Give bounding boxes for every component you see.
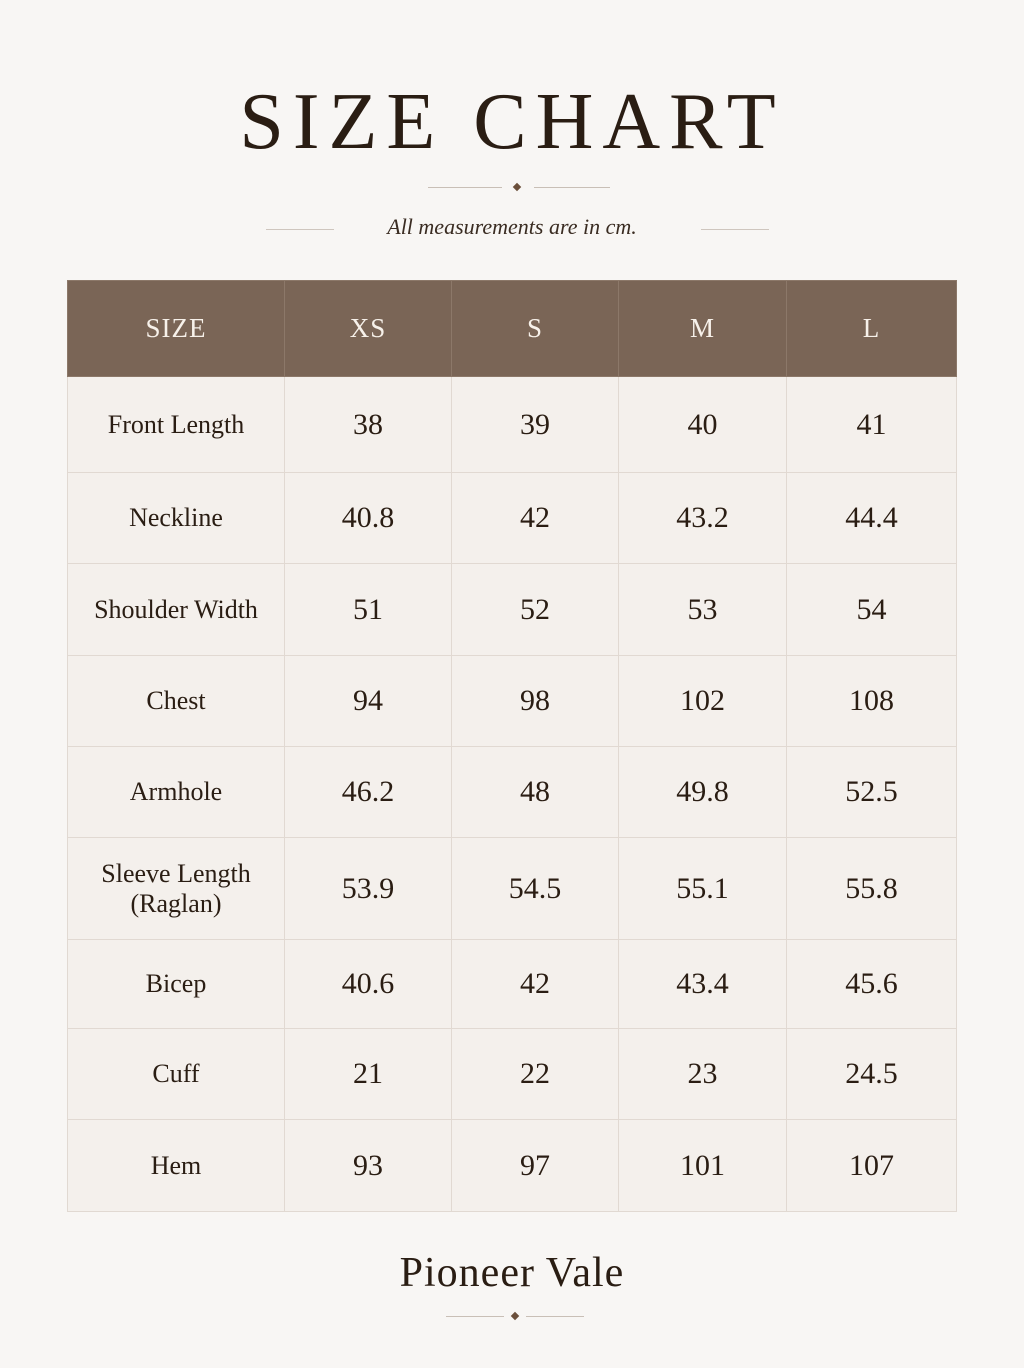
table-row — [68, 564, 957, 656]
row-label-line2: (Raglan) — [130, 888, 222, 918]
cell-value: 40 — [619, 377, 787, 473]
cell-value: 38 — [285, 377, 452, 473]
cell-value: 54.5 — [452, 838, 619, 940]
table-row — [68, 377, 957, 473]
cell-value: 54 — [787, 564, 957, 656]
cell-value: 40.8 — [285, 473, 452, 564]
cell-value: 24.5 — [787, 1029, 957, 1120]
cell-value: 42 — [452, 473, 619, 564]
cell-value: 101 — [619, 1120, 787, 1212]
row-label: Chest — [68, 656, 285, 747]
row-label: Hem — [68, 1120, 285, 1212]
cell-value: 21 — [285, 1029, 452, 1120]
subtitle-row — [0, 214, 1024, 244]
diamond-icon — [513, 183, 521, 191]
row-label: Neckline — [68, 473, 285, 564]
header-xs: XS — [285, 281, 452, 377]
table-row — [68, 1120, 957, 1212]
cell-value: 55.8 — [787, 838, 957, 940]
cell-value: 41 — [787, 377, 957, 473]
cell-value: 55.1 — [619, 838, 787, 940]
cell-value: 43.4 — [619, 940, 787, 1029]
table-row — [68, 747, 957, 838]
row-label: Shoulder Width — [68, 564, 285, 656]
table-header-row — [68, 281, 957, 377]
cell-value: 49.8 — [619, 747, 787, 838]
cell-value: 52 — [452, 564, 619, 656]
cell-value: 43.2 — [619, 473, 787, 564]
brand-name: Pioneer Vale — [399, 1250, 625, 1296]
cell-value: 22 — [452, 1029, 619, 1120]
row-label: Bicep — [68, 940, 285, 1029]
row-label: Cuff — [68, 1029, 285, 1120]
row-label-line1: Sleeve Length — [101, 858, 251, 888]
row-label — [68, 838, 285, 940]
header-s: S — [452, 281, 619, 377]
cell-value: 102 — [619, 656, 787, 747]
row-label: Front Length — [68, 377, 285, 473]
cell-value: 42 — [452, 940, 619, 1029]
cell-value: 98 — [452, 656, 619, 747]
cell-value: 53.9 — [285, 838, 452, 940]
cell-value: 52.5 — [787, 747, 957, 838]
table-row — [68, 656, 957, 747]
size-table — [67, 280, 957, 1212]
cell-value: 93 — [285, 1120, 452, 1212]
header-m: M — [619, 281, 787, 377]
title-ornament — [428, 182, 610, 194]
cell-value: 44.4 — [787, 473, 957, 564]
table-row — [68, 838, 957, 940]
subtitle: All measurements are in cm. — [387, 214, 637, 239]
cell-value: 46.2 — [285, 747, 452, 838]
cell-value: 51 — [285, 564, 452, 656]
cell-value: 45.6 — [787, 940, 957, 1029]
diamond-icon — [511, 1312, 519, 1320]
brand-ornament — [446, 1311, 584, 1323]
cell-value: 40.6 — [285, 940, 452, 1029]
cell-value: 108 — [787, 656, 957, 747]
table-row — [68, 940, 957, 1029]
cell-value: 107 — [787, 1120, 957, 1212]
page-title: SIZE CHART — [239, 78, 785, 166]
cell-value: 39 — [452, 377, 619, 473]
header-size: SIZE — [68, 281, 285, 377]
row-label: Armhole — [68, 747, 285, 838]
cell-value: 23 — [619, 1029, 787, 1120]
header-l: L — [787, 281, 957, 377]
table-row — [68, 473, 957, 564]
cell-value: 53 — [619, 564, 787, 656]
cell-value: 94 — [285, 656, 452, 747]
cell-value: 48 — [452, 747, 619, 838]
cell-value: 97 — [452, 1120, 619, 1212]
table-row — [68, 1029, 957, 1120]
